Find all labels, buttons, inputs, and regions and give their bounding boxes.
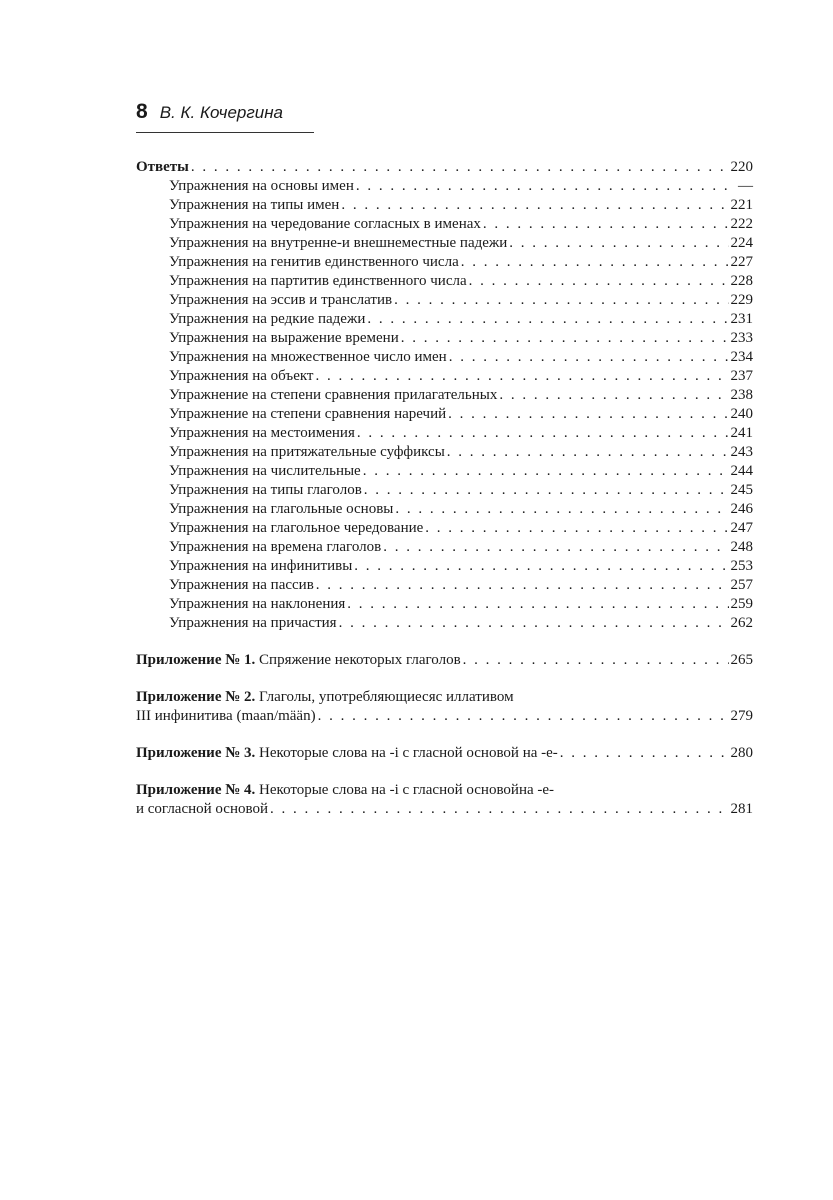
toc-appendix-3 xyxy=(136,744,753,763)
dot-leader xyxy=(270,800,729,819)
toc-entry xyxy=(136,595,753,614)
toc-page-number: 257 xyxy=(730,577,753,593)
dot-leader xyxy=(339,614,729,633)
toc-page-number: 229 xyxy=(730,292,753,308)
toc-page-number: 221 xyxy=(730,197,753,213)
toc-page-number: 220 xyxy=(730,159,753,175)
dot-leader xyxy=(316,576,729,595)
dot-leader xyxy=(356,177,736,196)
toc-entry-title: Упражнения на объект xyxy=(169,368,314,384)
toc-entry-title: Ответы xyxy=(136,159,189,175)
toc-page-number: 238 xyxy=(730,387,753,403)
toc-entry-title xyxy=(136,688,514,707)
toc-page-number: 280 xyxy=(730,745,753,761)
toc-page-number: 262 xyxy=(730,615,753,631)
toc-entry xyxy=(136,329,753,348)
toc-page-number: 233 xyxy=(730,330,753,346)
toc-page-number: 231 xyxy=(730,311,753,327)
appendix-title: Некоторые слова на -i с гласной основой на -e- xyxy=(259,745,558,761)
toc-entry-title: Упражнение на степени сравнения наречий xyxy=(169,406,447,422)
toc-entry xyxy=(136,443,753,462)
toc-entry xyxy=(136,462,753,481)
toc-page-number: 248 xyxy=(730,539,753,555)
appendix-title-continued: и согласной основой xyxy=(136,801,268,817)
dot-leader xyxy=(449,348,729,367)
appendix-lead: Приложение № 2. xyxy=(136,689,256,705)
appendix-title-continued: III инфинитива (maan/mään) xyxy=(136,708,316,724)
toc-entry-title: Упражнения на основы имен xyxy=(169,178,354,194)
toc-page-number: — xyxy=(738,178,753,194)
dot-leader xyxy=(499,386,728,405)
toc-entry-title: Упражнения на местоимения xyxy=(169,425,355,441)
dot-leader xyxy=(448,405,728,424)
dot-leader xyxy=(316,367,729,386)
toc-entry xyxy=(136,367,753,386)
toc-entry xyxy=(136,424,753,443)
toc-page-number: 237 xyxy=(730,368,753,384)
toc-entry-title: Упражнения на выражение времени xyxy=(169,330,399,346)
dot-leader xyxy=(347,595,728,614)
toc-entry xyxy=(136,614,753,633)
toc-answers-heading xyxy=(136,158,753,177)
header-author: В. К. Кочергина xyxy=(159,103,284,122)
toc-entry-continuation xyxy=(136,800,753,819)
table-of-contents xyxy=(136,158,753,819)
dot-leader xyxy=(461,253,729,272)
toc-entry-title: Упражнения на типы глаголов xyxy=(169,482,362,498)
toc-page-number: 246 xyxy=(730,501,753,517)
toc-page-number: 244 xyxy=(730,463,753,479)
toc-entry xyxy=(136,291,753,310)
toc-page-number: 281 xyxy=(730,801,753,817)
toc-entry xyxy=(136,576,753,595)
dot-leader xyxy=(191,158,729,177)
toc-entry-title xyxy=(136,744,558,763)
appendix-lead: Приложение № 4. xyxy=(136,782,256,798)
toc-page-number: 259 xyxy=(730,596,753,612)
toc-entry xyxy=(136,253,753,272)
toc-entry xyxy=(136,781,753,800)
running-header xyxy=(136,100,283,124)
appendix-title: Некоторые слова на -i с гласной основойна -e- xyxy=(259,782,555,798)
toc-page-number: 243 xyxy=(730,444,753,460)
toc-entry-title: Упражнения на времена глаголов xyxy=(169,539,382,555)
toc-appendix-1 xyxy=(136,651,753,670)
toc-entry xyxy=(136,386,753,405)
toc-entry-title: Упражнения на типы имен xyxy=(169,197,340,213)
toc-entry xyxy=(136,651,753,670)
dot-leader xyxy=(367,310,728,329)
dot-leader xyxy=(341,196,728,215)
toc-entry-title: Упражнения на внутренне-и внешнеместные падежи xyxy=(169,235,508,251)
dot-leader xyxy=(425,519,728,538)
toc-page-number: 234 xyxy=(730,349,753,365)
dot-leader xyxy=(364,481,729,500)
dot-leader xyxy=(463,651,729,670)
toc-entry-title xyxy=(136,651,461,670)
toc-page-number: 224 xyxy=(730,235,753,251)
toc-entry-title: Упражнения на пассив xyxy=(169,577,314,593)
toc-entry-title: Упражнения на редкие падежи xyxy=(169,311,366,327)
toc-page-number: 279 xyxy=(730,708,753,724)
toc-entry-title: Упражнения на эссив и транслатив xyxy=(169,292,393,308)
toc-entry xyxy=(136,500,753,519)
toc-page-number: 227 xyxy=(730,254,753,270)
toc-entry xyxy=(136,744,753,763)
toc-entry-continuation xyxy=(136,707,753,726)
toc-entry-title: Упражнение на степени сравнения прилагательных xyxy=(169,387,498,403)
toc-entry xyxy=(136,688,753,707)
appendix-title: Глаголы, употребляющиесяс иллативом xyxy=(259,689,514,705)
toc-page-number: 240 xyxy=(730,406,753,422)
dot-leader xyxy=(447,443,729,462)
page-number: 8 xyxy=(136,100,148,123)
dot-leader xyxy=(318,707,729,726)
toc-entry xyxy=(136,215,753,234)
toc-page-number: 265 xyxy=(730,652,753,668)
toc-page-number: 245 xyxy=(730,482,753,498)
dot-leader xyxy=(509,234,728,253)
toc-entry xyxy=(136,481,753,500)
header-rule xyxy=(136,132,314,133)
dot-leader xyxy=(357,424,729,443)
dot-leader xyxy=(483,215,729,234)
toc-entry xyxy=(136,310,753,329)
toc-page-number: 253 xyxy=(730,558,753,574)
toc-page-number: 247 xyxy=(730,520,753,536)
toc-entry-title: Упражнения на генитив единственного числа xyxy=(169,254,459,270)
toc-appendix-2 xyxy=(136,688,753,726)
toc-entry-title: Упражнения на партитив единственного числа xyxy=(169,273,467,289)
toc-entry-title: Упражнения на причастия xyxy=(169,615,337,631)
toc-entry xyxy=(136,348,753,367)
toc-entry xyxy=(136,405,753,424)
toc-page-number: 241 xyxy=(730,425,753,441)
toc-entry xyxy=(136,272,753,291)
dot-leader xyxy=(469,272,729,291)
toc-entry-title: Упражнения на инфинитивы xyxy=(169,558,353,574)
toc-entry-title: Упражнения на числительные xyxy=(169,463,361,479)
toc-entry xyxy=(136,196,753,215)
toc-entry-title: Упражнения на притяжательные суффиксы xyxy=(169,444,445,460)
toc-entry-title: Упражнения на наклонения xyxy=(169,596,346,612)
dot-leader xyxy=(383,538,728,557)
dot-leader xyxy=(394,291,728,310)
toc-entry xyxy=(136,234,753,253)
toc-appendix-4 xyxy=(136,781,753,819)
toc-entry-title xyxy=(136,781,554,800)
dot-leader xyxy=(354,557,728,576)
toc-page-number: 222 xyxy=(730,216,753,232)
dot-leader xyxy=(401,329,729,348)
dot-leader xyxy=(395,500,728,519)
toc-entry xyxy=(136,538,753,557)
toc-entry xyxy=(136,177,753,196)
toc-entry-title: Упражнения на глагольное чередование xyxy=(169,520,424,536)
toc-entry-title: Упражнения на чередование согласных в именах xyxy=(169,216,481,232)
toc-page-number: 228 xyxy=(730,273,753,289)
toc-entry-title: Упражнения на множественное число имен xyxy=(169,349,447,365)
dot-leader xyxy=(363,462,729,481)
dot-leader xyxy=(560,744,729,763)
toc-entry xyxy=(136,557,753,576)
appendix-lead: Приложение № 3. xyxy=(136,745,256,761)
toc-entry-title: Упражнения на глагольные основы xyxy=(169,501,394,517)
appendix-lead: Приложение № 1. xyxy=(136,652,256,668)
appendix-title: Спряжение некоторых глаголов xyxy=(259,652,461,668)
toc-entry xyxy=(136,519,753,538)
